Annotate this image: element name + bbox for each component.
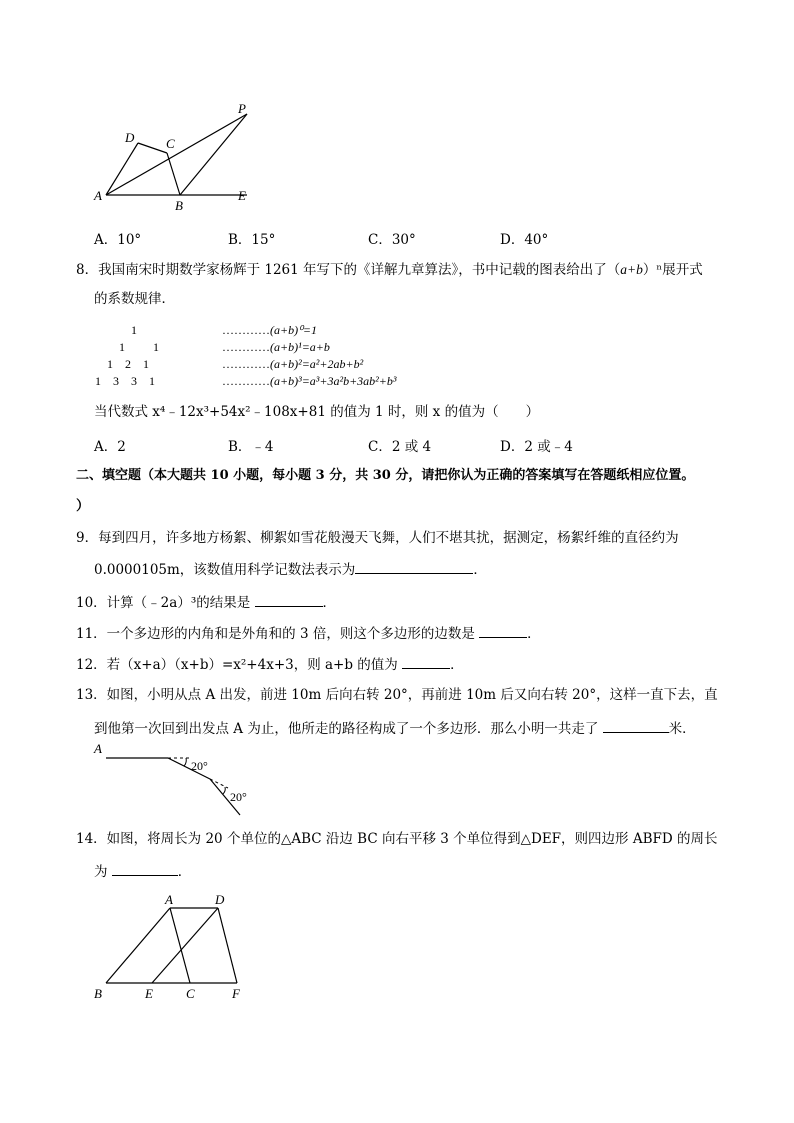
q8-line2: 的系数规律． (94, 291, 175, 307)
label-b: B (175, 198, 183, 213)
q14-line2: 为 ． (94, 861, 191, 881)
section2-heading-end: ） (76, 498, 90, 514)
q9-line1: 9．每到四月，许多地方杨絮、柳絮如雪花般漫天飞舞，人们不堪其扰，据测定，杨絮纤维的直径约为 (76, 530, 679, 546)
pascal-formula-2: …………(a+b)²=a²+2ab+b² (222, 357, 364, 371)
q8-option-d[interactable]: D．2 或﹣4 (500, 439, 573, 455)
pascal-formula-3: …………(a+b)³=a³+3a²b+3ab²+b³ (222, 374, 397, 388)
q7-option-c[interactable]: C．30° (368, 232, 416, 248)
q13-angle-2: 20° (230, 790, 247, 804)
pascal-formula-1: …………(a+b)¹=a+b (222, 340, 330, 354)
label-c: C (166, 136, 175, 151)
q14-label-c: C (186, 986, 195, 1001)
q8-question: 当代数式 x⁴﹣12x³+54x²﹣108x+81 的值为 1 时，则 x 的值为（ ） (94, 404, 540, 420)
q14-label-a: A (165, 892, 173, 907)
label-d: D (125, 130, 135, 145)
q12: 12．若（x+a）（x+b）=x²+4x+3，则 a+b 的值为 ． (76, 654, 464, 674)
q7-option-d[interactable]: D．40° (500, 232, 549, 248)
q14-line1: 14．如图，将周长为 20 个单位的△ABC 沿边 BC 向右平移 3 个单位得到△DEF，则四边形 ABFD 的周长 (76, 831, 718, 847)
pascal-row-1: 1 1 (119, 340, 159, 354)
q14-label-f: F (232, 986, 240, 1001)
q7-option-b[interactable]: B．15° (228, 232, 276, 248)
q14-label-d: D (215, 892, 225, 907)
q14-label-b: B (94, 986, 102, 1001)
q13-line2: 到他第一次回到出发点 A 为止，他所走的路径构成了一个多边形．那么小明一共走了 米． (94, 718, 696, 738)
q8-option-a[interactable]: A．2 (94, 439, 126, 455)
pascal-row-2: 1 2 1 (107, 357, 149, 371)
q13-label-a: A (94, 741, 102, 756)
q8-option-b[interactable]: B．﹣4 (228, 439, 274, 455)
label-e: E (238, 188, 246, 203)
q13-angle-1: 20° (191, 759, 208, 773)
q14-label-e: E (145, 986, 153, 1001)
section2-heading: 二、填空题（本大题共 10 小题，每小题 3 分，共 30 分，请把你认为正确的答案填写在答题纸相应位置。 (76, 468, 695, 483)
pascal-row-3: 1 3 3 1 (95, 374, 155, 388)
q8-option-c[interactable]: C．2 或 4 (368, 439, 432, 455)
label-p: P (238, 101, 246, 116)
q7-option-a[interactable]: A．10° (94, 232, 142, 248)
q11: 11．一个多边形的内角和是外角和的 3 倍，则这个多边形的边数是 ． (76, 623, 541, 643)
q9-line2: 0.0000105m，该数值用科学记数法表示为 ． (94, 559, 487, 579)
pascal-row-0: 1 (131, 323, 137, 337)
q10: 10．计算（﹣2a）³的结果是 ． (76, 592, 336, 612)
q13-line1: 13．如图，小明从点 A 出发，前进 10m 后向右转 20°，再前进 10m 后又向右转 20°，这样一直下去，直 (76, 687, 718, 703)
q8-line1: 8．我国南宋时期数学家杨辉于 1261 年写下的《详解九章算法》，书中记载的图表给出了（a+b）ⁿ展开式 (76, 262, 703, 278)
label-a: A (94, 188, 102, 203)
pascal-formula-0: …………(a+b)⁰=1 (222, 323, 317, 337)
